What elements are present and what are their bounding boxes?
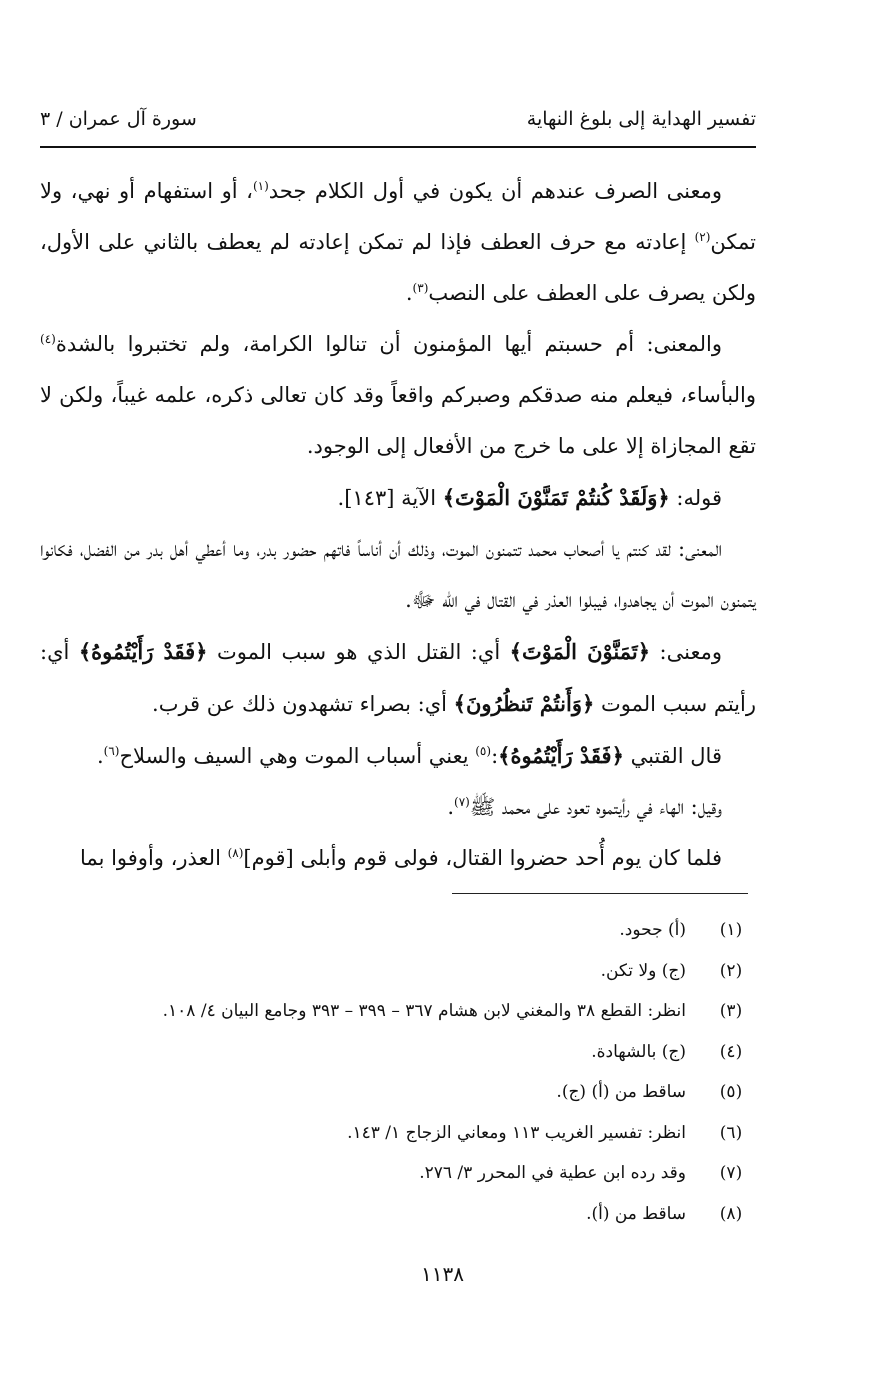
footnote [40,1072,756,1113]
footnote [40,1194,756,1235]
footnote-ref: (٧) [454,795,470,809]
text-segment: أي: القتل الذي هو سبب الموت [207,640,510,664]
footnote-ref: (٣) [412,281,429,295]
footnote-text: انظر: القطع ٣٨ والمغني لابن هشام ٣٦٧ – ٣٩٩ – ٣٩٣ وجامع البيان ٤/ ١٠٨. [162,1001,686,1021]
paragraph-sarf [40,166,756,319]
footnote-ref: (٦) [103,744,120,758]
footnote-ref: (١) [252,179,269,193]
text-segment: وقيل: الهاء في رأيتموه تعود على محمد ﷺ [469,795,722,819]
text-segment: ، أو استفهام أو نهي، ولا تمكن [40,179,756,254]
text-segment: الآية [١٤٣]. [337,486,443,510]
footnote-ref: (٨) [227,846,244,860]
footnote-text: (أ) جحود. [619,920,686,940]
footnotes [40,910,756,1234]
footnote-text: انظر: تفسير الغريب ١١٣ ومعاني الزجاج ١/ ١٤٣. [347,1122,686,1143]
text-segment: . [96,744,104,768]
footnote-text: (ج) بالشهادة. [591,1041,686,1062]
footnote-text: ساقط من (أ) (ج). [556,1082,686,1102]
header-rule [40,146,756,148]
page-number: ١١٣٨ [421,1262,464,1286]
quran-verse: ﴿فَقَدْ رَأَيْتُمُوهُ﴾ [498,743,624,768]
footnote-text: وقد رده ابن عطية في المحرر ٣/ ٢٧٦. [419,1163,686,1183]
surah-title: سورة آل عمران / ٣ [40,108,197,130]
footnote-separator [452,893,748,894]
running-header [40,104,756,144]
quran-verse: ﴿تَمَنَّوْنَ الْمَوْتَ﴾ [509,639,651,664]
footnote [40,910,756,951]
text-segment: قوله: [669,486,722,510]
footnote [40,991,756,1032]
quran-verse: ﴿وَأَنتُمْ تَنظُرُونَ﴾ [453,691,595,716]
quran-verse: ﴿وَلَقَدْ كُنتُمْ تَمَنَّوْنَ الْمَوْتَ﴾ [442,485,670,510]
footnote-number: (٨) [719,1203,743,1224]
text-segment: . [405,281,413,305]
footnote-number: (٤) [719,1041,743,1062]
footnote-number: (١) [719,920,743,940]
paragraph-meaning [40,319,756,472]
text-segment: ومعنى: [650,640,722,664]
footnote-number: (٦) [719,1122,743,1143]
footnote-text: ساقط من (أ). [586,1203,686,1224]
footnote [40,951,756,992]
footnote-ref: (٥) [475,744,492,758]
footnote [40,1113,756,1154]
book-title: تفسير الهداية إلى بلوغ النهاية [526,108,756,130]
text-segment: : [491,744,499,768]
footnote-text: (ج) ولا تكن. [600,960,686,981]
paragraph-uhud [40,833,756,884]
paragraph-explanation [40,524,756,626]
text-segment: يعني أسباب الموت وهي السيف والسلاح [119,744,476,768]
text-segment: والمعنى: أم حسبتم أيها المؤمنون أن تنالوا الكرامة، ولم تختبروا بالشدة [55,332,722,356]
footnote [40,1032,756,1073]
text-segment: ومعنى الصرف عندهم أن يكون في أول الكلام جحد [268,179,723,203]
text-segment: . [447,795,455,819]
footnote-number: (٣) [719,1001,743,1021]
text-segment: قال القتبي [623,744,722,768]
footnote [40,1153,756,1194]
paragraph-pronoun [40,782,756,833]
text-segment: أي: رأيتم سبب الموت [40,640,756,716]
paragraph-wishing-death [40,626,756,730]
text-segment: فلما كان يوم أُحد حضروا القتال، فولى قوم وأبلى [قوم] [243,846,722,870]
main-text [40,166,756,884]
footnote-number: (٧) [719,1163,743,1183]
text-segment: والبأساء، فيعلم منه صدقكم وصبركم واقعاً وقد كان تعالى ذكره، علمه غيباً، ولكن لا تقع المجازاة إلا على ما خرج من الأفعال إلى الوجود. [40,383,756,458]
text-segment: إعادته مع حرف العطف فإذا لم تمكن إعادته لم يعطف بالثاني على الأول، ولكن يصرف على العطف على النصب [40,230,756,305]
paragraph-verse-143 [40,472,756,524]
footnote-number: (٥) [719,1082,743,1102]
text-segment: أي: بصراء تشهدون ذلك عن قرب. [152,692,454,716]
text-segment: العذر، وأوفوا بما [80,846,228,870]
text-segment: المعنى: لقد كنتم يا أصحاب محمد تتمنون الموت، وذلك أن أناساً فاتهم حضور بدر، وما أعطي أهل بدر من الفضل، فكانوا يتمنون الموت أن يجاهدوا، فيبلوا العذر في القتال في الله ﷻ. [40,537,756,612]
footnote-ref: (٤) [40,332,56,346]
footnote-number: (٢) [719,960,743,981]
paragraph-qutabi [40,730,756,782]
quran-verse: ﴿فَقَدْ رَأَيْتُمُوهُ﴾ [78,639,208,664]
footnote-ref: (٢) [694,230,711,244]
